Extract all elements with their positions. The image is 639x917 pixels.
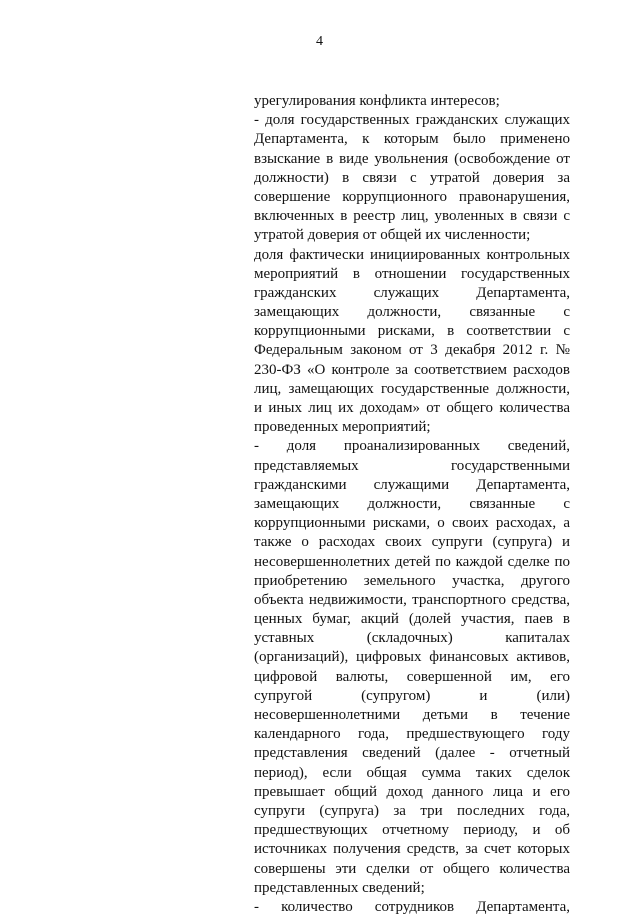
text-line: урегулирования конфликта интересов; [254, 93, 500, 109]
text-line: совершение коррупционного правонарушения, [254, 188, 570, 205]
text-line: утратой доверия от общей их численности; [254, 227, 531, 244]
text-line: замещающих должности, связанные с [254, 495, 570, 512]
text-line: также о расходах своих супруги (супруга) и [254, 534, 570, 551]
page-number: 4 [316, 34, 323, 49]
text-line: коррупционными рисками, в соответствии с [254, 323, 570, 340]
text-line: коррупционными рисками, о своих расходах, а [254, 515, 570, 532]
text-line: цифровой валюты, совершенной им, его [254, 668, 570, 685]
text-line: должности) в связи с утратой доверия за [254, 169, 570, 186]
text-line: (организаций), цифровых финансовых активов, [254, 649, 570, 666]
document-body [254, 92, 570, 917]
text-line: представленных сведений; [254, 879, 425, 896]
text-line: предшествующих отчетному периоду, и об [254, 822, 570, 839]
text-line: проведенных мероприятий; [254, 419, 431, 436]
text-line: доля фактически инициированных контрольных [254, 246, 570, 263]
text-line: и иных лиц их доходам» от общего количества [254, 400, 570, 416]
text-line: Департамента, к которым было применено [254, 131, 570, 148]
text-line: мероприятий в отношении государственных [254, 265, 570, 282]
text-line: совершены эти сделки от общего количества [254, 860, 570, 877]
text-line: гражданских служащих Департамента, [254, 284, 570, 301]
text-line: - доля проанализированных сведений, [254, 438, 570, 455]
text-line: гражданскими служащими Департамента, [254, 476, 570, 493]
text-line: период), если общая сумма таких сделок [254, 764, 570, 781]
text-line: супруги (супруга) за три последних года, [254, 802, 570, 819]
text-line: лиц, замещающих государственные должности, [254, 380, 570, 397]
text-line: 230-ФЗ «О контроле за соответствием расходов [254, 361, 570, 378]
text-line: взыскание в виде увольнения (освобождение от [254, 150, 570, 167]
text-line: календарного года, предшествующего году [254, 726, 570, 743]
text-line: источниках получения средств, за счет которых [254, 841, 570, 858]
text-line: превышает общий доход данного лица и его [254, 783, 570, 800]
text-line: представляемых государственными [254, 457, 570, 474]
text-line: замещающих должности, связанные с [254, 304, 570, 321]
text-line: ценных бумаг, акций (долей участия, паев в [254, 611, 570, 628]
text-line: несовершеннолетними детьми в течение [254, 707, 570, 723]
text-line: - доля государственных гражданских служащих [254, 112, 570, 129]
text-line: представления сведений (далее - отчетный [254, 745, 570, 762]
text-line: - количество сотрудников Департамента, [254, 898, 570, 915]
text-line: уставных (складочных) капиталах [254, 630, 570, 647]
text-line: Федеральным законом от 3 декабря 2012 г. № [254, 342, 570, 359]
text-line: несовершеннолетних детей по каждой сделке по [254, 553, 570, 570]
text-line: приобретению земельного участка, другого [254, 572, 570, 589]
text-line: объекта недвижимости, транспортного средства, [254, 591, 570, 608]
text-line: супругой (супругом) и (или) [254, 687, 570, 704]
text-line: включенных в реестр лиц, уволенных в связи с [254, 208, 570, 225]
